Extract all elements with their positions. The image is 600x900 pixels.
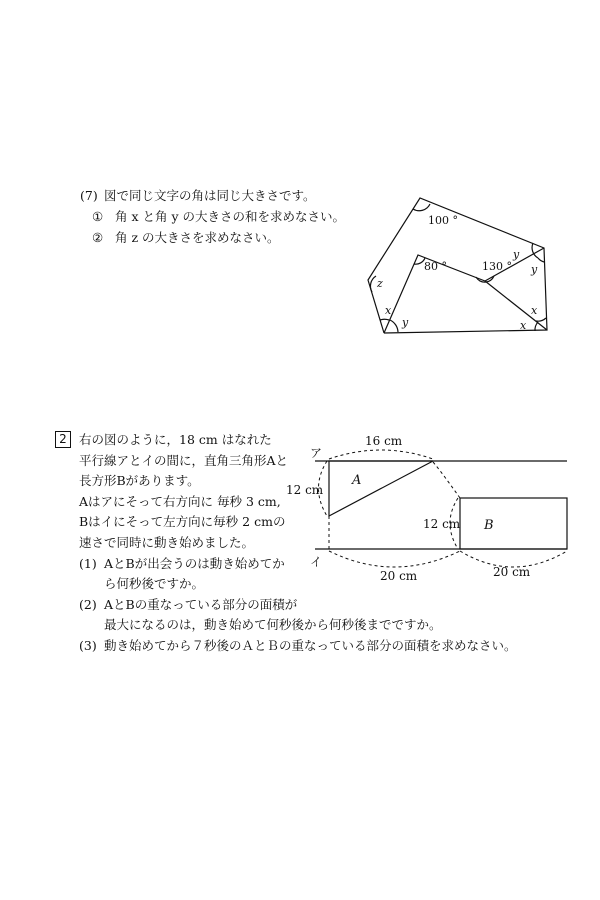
q7-number: (7) — [80, 188, 98, 203]
q7-sub2-text: 角 z の大きさを求めなさい。 — [115, 230, 280, 245]
q2-dim-rect-height: 12 cm — [423, 517, 461, 531]
q7-label-y-left: y — [402, 316, 409, 329]
q2-sub3-mark: (3) — [79, 638, 97, 653]
q2-sub2-mark: (2) — [79, 597, 97, 612]
q7-label-x-right-upper: x — [531, 304, 538, 317]
q2-sub2-line-2: 最大になるのは，動き始めて何秒後から何秒後までですか。 — [104, 617, 442, 632]
q2-sub1-mark: (1) — [79, 556, 97, 571]
q2-label-a: A — [352, 473, 362, 488]
q2-sub3-line-1: 動き始めてから７秒後のＡとＢの重なっている部分の面積を求めなさい。 — [104, 638, 517, 653]
q7-label-y-right: y — [531, 263, 538, 276]
q2-dim-top: 16 cm — [365, 434, 403, 448]
q7-label-x-right-lower: x — [520, 319, 527, 332]
q7-label-y-top: y — [513, 248, 520, 261]
q2-dim-bottom-left: 20 cm — [380, 569, 418, 583]
q2-dim-bottom-right: 20 cm — [493, 565, 531, 579]
q2-dim-arc-top — [329, 450, 433, 459]
q7-angle-80: 80 ° — [424, 260, 447, 273]
q2-sub2-line-1: AとBの重なっている部分の面積が — [104, 597, 298, 612]
q2-line-2: 平行線アとイの間に，直角三角形Aと — [79, 453, 289, 468]
q2-line-5: Bはイにそって左方向に毎秒 2 cmの — [79, 514, 286, 529]
q2-box-number: 2 — [55, 431, 71, 448]
q2-line-1: 右の図のように，18 cm はなれた — [79, 432, 272, 447]
q7-sub1-mark: ① — [92, 209, 104, 224]
q2-rectangle-b — [460, 498, 567, 549]
q2-label-line-a: ア — [310, 446, 323, 460]
q2-triangle-a — [329, 461, 433, 516]
q2-dim-tri-height: 12 cm — [286, 483, 324, 497]
q7-sub2-mark: ② — [92, 230, 104, 245]
q7-label-z: z — [377, 277, 383, 290]
q2-line-6: 速さで同時に動き始めました。 — [79, 535, 255, 550]
q7-sub1-text: 角 x と角 y の大きさの和を求めなさい。 — [115, 209, 346, 224]
q2-line-3: 長方形Bがあります。 — [79, 473, 200, 488]
q2-label-b: B — [484, 518, 494, 533]
q7-angle-100: 100 ° — [428, 214, 458, 227]
q2-dim-arc-bottom-left — [329, 551, 460, 567]
q7-intro: 図で同じ文字の角は同じ大きさです。 — [104, 188, 316, 203]
q2-label-line-i: イ — [310, 555, 323, 569]
q7-label-x-left: x — [385, 304, 392, 317]
q2-dash-rect-top — [433, 462, 460, 498]
q2-sub1-line-1: AとBが出会うのは動き始めてか — [104, 556, 285, 571]
q7-angle-130: 130 ° — [482, 260, 512, 273]
q2-sub1-line-2: ら何秒後ですか。 — [104, 576, 205, 591]
q2-line-4: Aはアにそって右方向に 毎秒 3 cm, — [79, 494, 281, 509]
